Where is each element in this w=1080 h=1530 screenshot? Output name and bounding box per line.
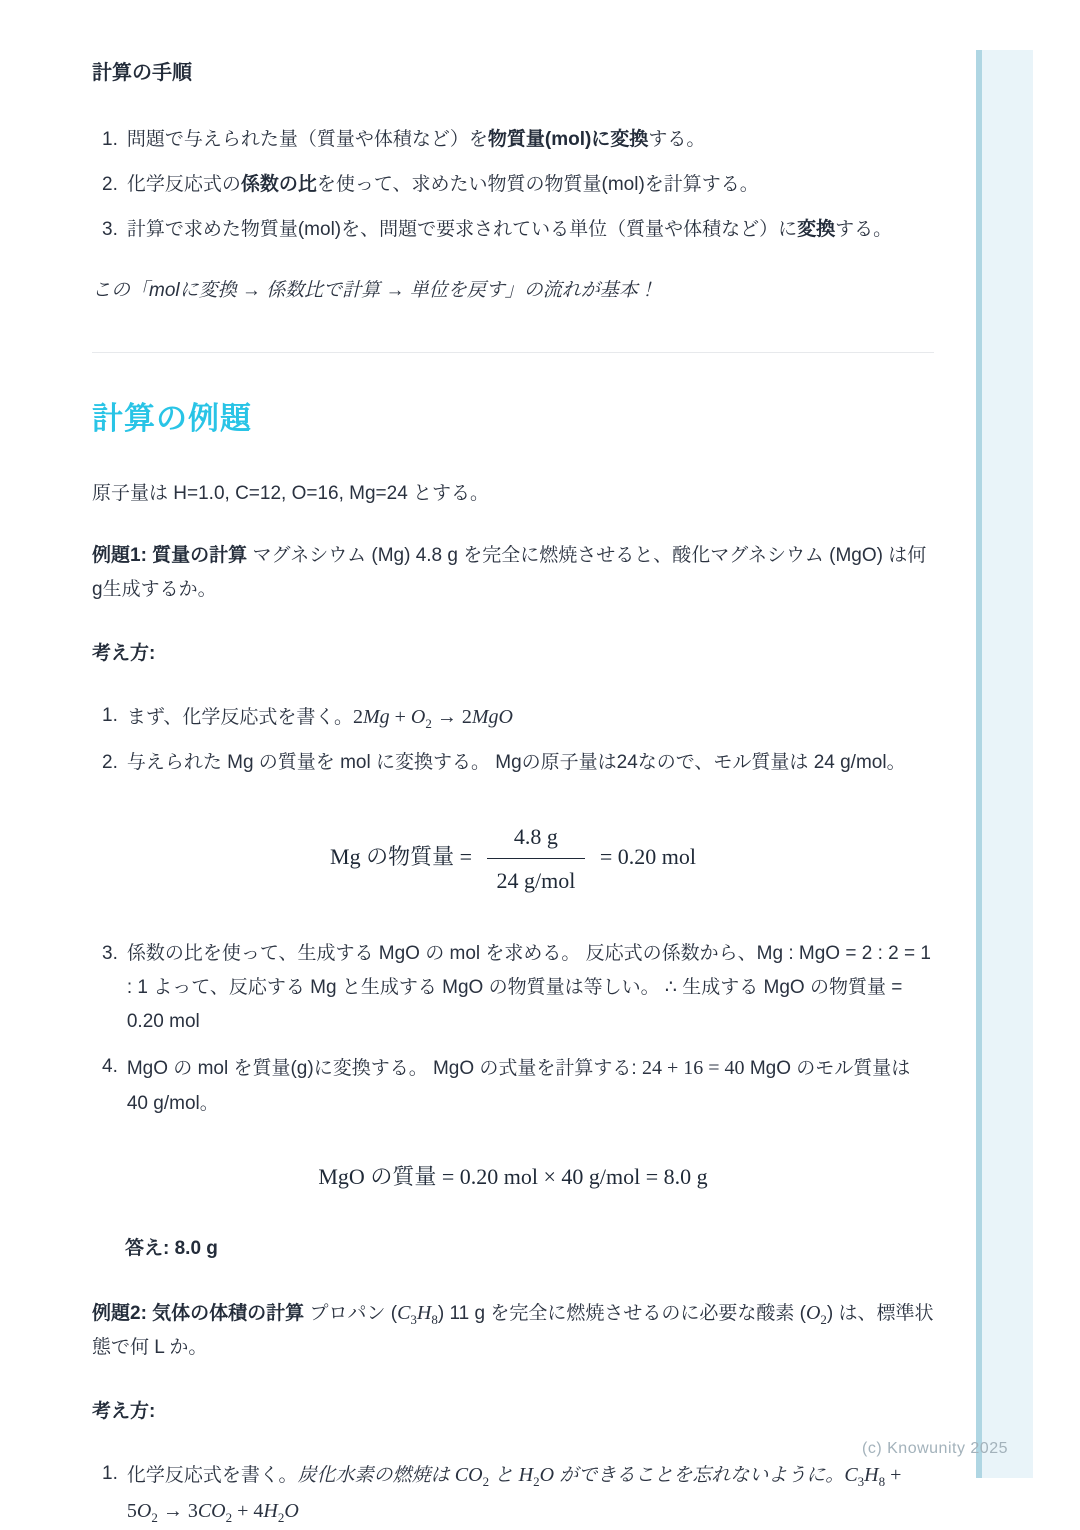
step-text-bold: 係数の比 <box>240 174 317 196</box>
formula-rhs: = 0.20 mol <box>594 843 696 869</box>
inline-math-formula-weight: 24 + 16 = 40 <box>642 1057 745 1080</box>
math-variable: O <box>805 1301 821 1324</box>
math-subscript: 2 <box>277 1510 285 1526</box>
step-text-run: MgO のモル質量は 40 g/mol。 <box>126 1058 911 1114</box>
math-variable: O <box>284 1500 299 1523</box>
math-number: 2 <box>352 706 363 729</box>
example2-step-1 <box>92 1457 934 1529</box>
step-text-bold: 物質量(mol)に変換 <box>487 129 649 150</box>
think-label-text: 考え方: <box>92 643 156 665</box>
think-label-text: 考え方: <box>92 1400 156 1422</box>
math-variable: C <box>844 1464 858 1487</box>
section-heading-procedure: 計算の手順 <box>92 62 192 84</box>
page-edge-highlight-bar <box>976 50 1033 1478</box>
math-variable: O <box>136 1500 152 1523</box>
step-text: 係数の比を使って、生成する MgO の mol を求める。 反応式の係数から、Mg : MgO = 2 : 2 = 1 : 1 よって、反応する Mg と生成する MgO の物質量は等しい。 ∴ 生成する MgO の物質量 = 0.20 mol <box>126 942 931 1033</box>
summary-note: この「molに変換 → 係数比で計算 → 単位を戻す」の流れが基本！ <box>92 279 657 301</box>
math-subscript: 8 <box>431 1311 438 1327</box>
example1-step-3 <box>92 937 934 1040</box>
step-text-run: を使って、求めたい物質の物質量(mol)を計算する。 <box>316 174 759 196</box>
step-text-run: 計算で求めた物質量(mol)を、問題で要求されている単位（質量や体積など）に <box>126 219 798 241</box>
step-text <box>127 123 934 157</box>
step-text-run: 化学反応式の <box>126 174 241 196</box>
example1-step-1 <box>92 699 934 735</box>
math-variable: MgO <box>471 706 513 729</box>
math-subscript: 3 <box>410 1311 417 1327</box>
procedure-step-3 <box>92 213 934 247</box>
section-heading-examples: 計算の例題 <box>92 400 252 436</box>
example1-step-list <box>92 699 934 780</box>
procedure-step-1 <box>92 123 934 157</box>
example1-step-4 <box>92 1050 934 1120</box>
procedure-step-list <box>92 123 934 248</box>
step-text: 与えられた Mg の質量を mol に変換する。 Mgの原子量は24なので、モル質量は 24 g/mol。 <box>126 752 906 774</box>
list-marker: 1. <box>102 705 118 727</box>
math-variable: O <box>410 706 426 729</box>
math-subscript: 8 <box>878 1473 886 1489</box>
italic-note-run: と <box>489 1465 519 1487</box>
example1-step-list-continued <box>92 937 934 1121</box>
math-subscript: 2 <box>482 1473 490 1489</box>
step-text <box>127 699 934 735</box>
math-variable: O <box>539 1464 555 1487</box>
step-text-run: する。 <box>835 219 893 241</box>
example1-label: 例題1: 質量の計算 <box>92 544 248 566</box>
list-marker: 2. <box>102 174 118 196</box>
math-subscript: 3 <box>857 1473 865 1489</box>
math-variable: H <box>518 1464 534 1487</box>
step-text <box>127 1457 934 1529</box>
math-arrow: → 2 <box>431 706 472 729</box>
example1-think-label <box>92 637 934 671</box>
step-text <box>127 168 934 202</box>
step-text-run: 化学反応式を書く。 <box>126 1465 298 1487</box>
example1-body: マグネシウム (Mg) 4.8 g を完全に燃焼させると、酸化マグネシウム (MgO) は何g生成するか。 <box>92 544 927 600</box>
example2-body-run: ) は、標準状態で何 L か。 <box>92 1302 934 1358</box>
fraction-numerator: 4.8 g <box>487 817 586 860</box>
step-text-run: まず、化学反応式を書く。 <box>126 707 353 729</box>
math-variable: C <box>397 1301 411 1324</box>
fraction <box>487 817 586 901</box>
example2-think-label <box>92 1395 934 1429</box>
example1-problem <box>92 539 934 607</box>
math-subscript: 2 <box>151 1510 158 1526</box>
list-marker: 1. <box>102 129 118 150</box>
math-subscript: 2 <box>425 716 432 732</box>
math-subscript: 2 <box>533 1473 540 1489</box>
italic-note-run: ができることを忘れないように。 <box>554 1465 845 1487</box>
math-operator: + 4 <box>232 1500 264 1523</box>
procedure-step-2 <box>92 168 934 202</box>
copyright-watermark: (c) Knowunity 2025 <box>862 1440 1008 1457</box>
math-variable: CO <box>454 1464 483 1487</box>
example2-body-run: ) 11 g を完全に燃焼させるのに必要な酸素 ( <box>437 1302 806 1324</box>
math-variable: Mg <box>362 706 390 729</box>
math-subscript: 2 <box>225 1510 233 1526</box>
reaction-equation-mg <box>352 706 513 732</box>
atomic-weight-premise: 原子量は H=1.0, C=12, O=16, Mg=24 とする。 <box>92 482 490 504</box>
step-text-run: する。 <box>648 129 706 150</box>
step-text-bold: 変換 <box>797 219 836 241</box>
math-variable: H <box>864 1464 879 1487</box>
formula-mgo-mass: MgO の質量 = 0.20 mol × 40 g/mol = 8.0 g <box>318 1163 708 1189</box>
example2-step-list <box>92 1457 934 1529</box>
section-divider <box>92 352 934 353</box>
math-operator: + <box>389 706 411 729</box>
math-operator: + 5 <box>126 1464 902 1523</box>
formula-lhs: Mg の物質量 = <box>330 843 478 869</box>
list-marker: 1. <box>102 1463 118 1485</box>
math-subscript: 2 <box>820 1311 827 1327</box>
step-text-run: MgO の mol を質量(g)に変換する。 MgO の式量を計算する: <box>126 1058 642 1080</box>
math-variable: H <box>263 1500 278 1523</box>
step-text-run: 問題で与えられた量（質量や体積など）を <box>126 129 488 150</box>
example2-label: 例題2: 気体の体積の計算 <box>92 1302 305 1324</box>
example2-problem <box>92 1295 934 1365</box>
example2-body-run: プロパン ( <box>304 1302 398 1324</box>
list-marker: 3. <box>102 942 118 964</box>
math-variable: CO <box>197 1500 226 1523</box>
list-marker: 4. <box>102 1056 118 1078</box>
example1-answer: 答え: 8.0 g <box>125 1238 218 1260</box>
formula-mg-mol-fraction <box>92 817 934 901</box>
example1-step-2 <box>92 746 934 780</box>
math-arrow: → 3 <box>157 1500 198 1523</box>
italic-note-run: 炭化水素の燃焼は <box>297 1465 455 1487</box>
list-marker: 3. <box>102 219 118 241</box>
math-variable: H <box>416 1301 432 1324</box>
list-marker: 2. <box>102 752 118 774</box>
step-text <box>127 1050 934 1120</box>
fraction-denominator: 24 g/mol <box>496 868 576 894</box>
step-text <box>127 213 934 247</box>
